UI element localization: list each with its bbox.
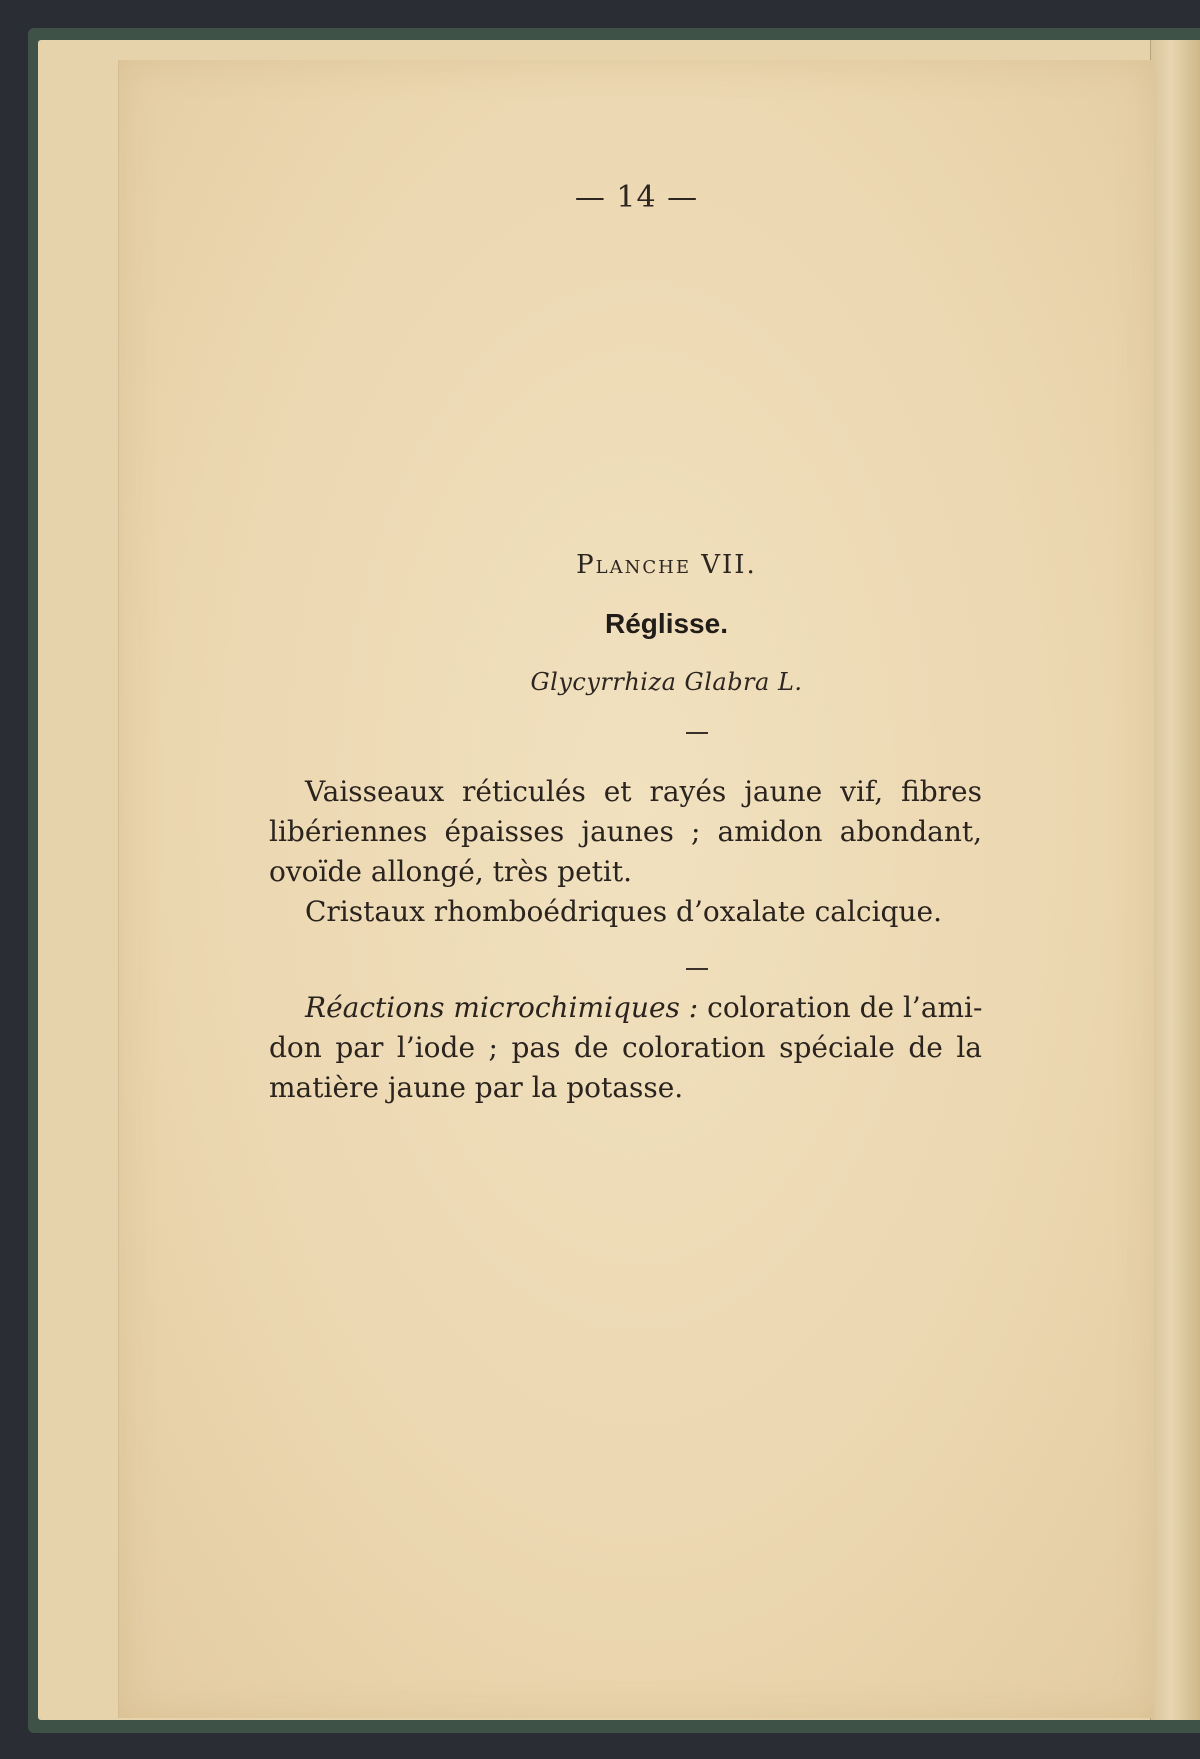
description-line: Cristaux rhomboédriques d’oxalate calcique.: [305, 895, 942, 928]
reactions-line: [269, 988, 982, 1028]
description-line: ovoïde allongé, très petit.: [269, 855, 633, 888]
description-line: Vaisseaux réticulés et rayés jaune vif, fibres: [305, 775, 982, 808]
reactions-line: matière jaune par la potasse.: [269, 1071, 684, 1104]
reactions-label: Réactions microchimiques :: [305, 991, 699, 1024]
reactions-line: don par l’iode ; pas de coloration spéciale de la: [269, 1031, 982, 1064]
page-stack-right: [1150, 40, 1200, 1720]
latin-name: Glycyrrhiza Glabra L.: [530, 668, 803, 696]
book-page: [118, 60, 1154, 1718]
separator-dash: [686, 968, 708, 970]
plate-title: Planche VII.: [576, 550, 757, 580]
page-number: — 14 —: [574, 180, 699, 215]
description-paragraph: [269, 772, 982, 932]
reactions-text: coloration de l’ami-: [698, 991, 983, 1024]
separator-dash: [686, 732, 708, 734]
reactions-paragraph: [269, 988, 982, 1108]
plant-name: Réglisse.: [605, 608, 728, 639]
description-line: libériennes épaisses jaunes ; amidon abondant,: [269, 815, 982, 848]
